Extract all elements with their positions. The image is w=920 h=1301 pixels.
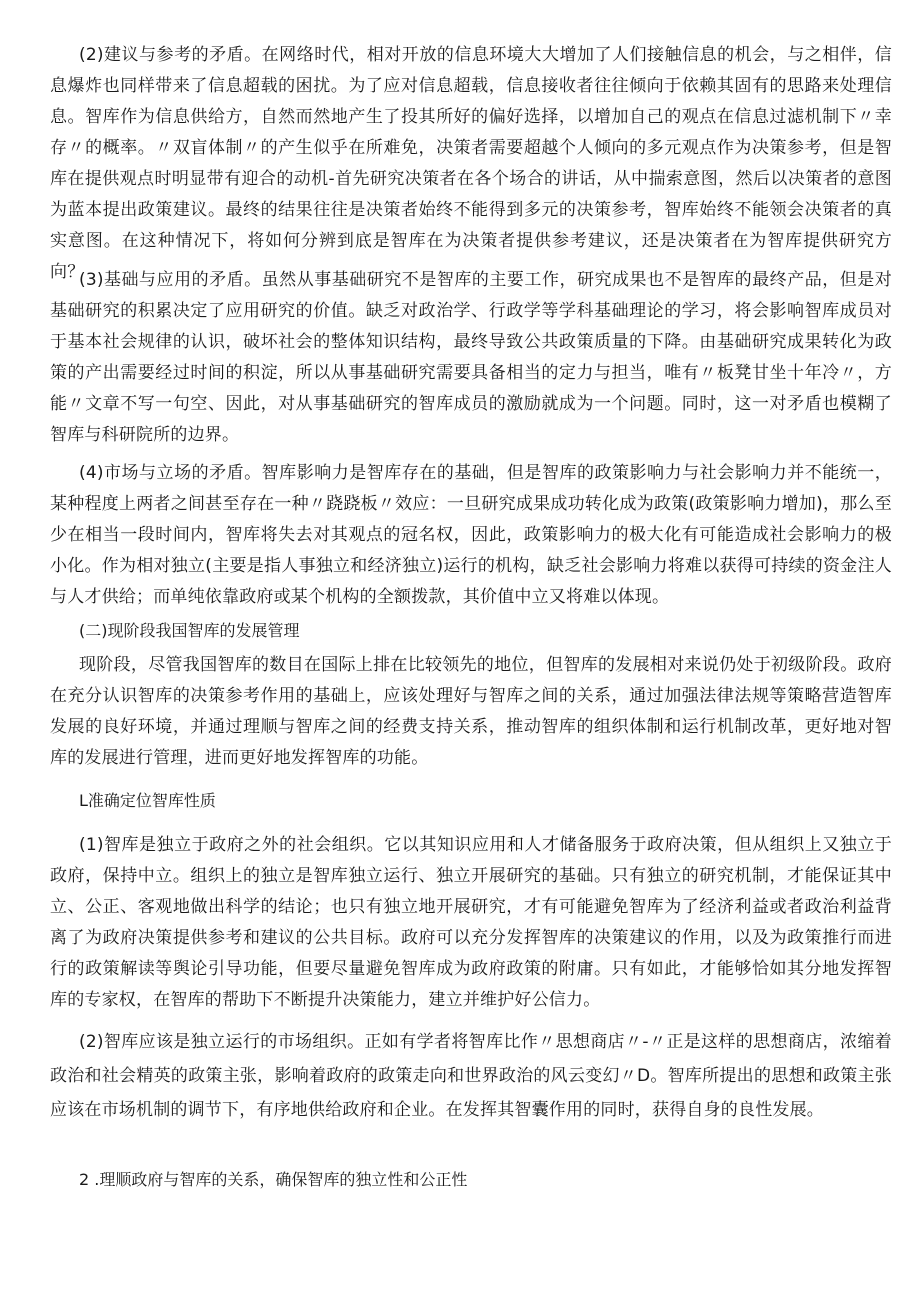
point-independent-social-organization: (1)智库是独立于政府之外的社会组织。它以其知识应用和人才储备服务于政府决策，但从组织上又独立于政府，保持中立。组织上的独立是智库独立运行、独立开展研究的基础。只有独立的研究机制，才能保证其中立、公正、客观地做出科学的结论；也只有独立地开展研究，才有可能避免智库为了经济利益或者政治利益背离了为政府决策提供参考和建议的公共目标。政府可以充分发挥智库的决策建议的作用，以及为政策推行而进行的政策解读等舆论引导功能，但要尽量避免智库成为政府政策的附庸。只有如此，才能够恰如其分地发挥智库的专家权，在智库的帮助下不断提升决策能力，建立并维护好公信力。: [50, 835, 892, 1010]
paragraph-basic-applied-contradiction: (3)基础与应用的矛盾。虽然从事基础研究不是智库的主要工作，研究成果也不是智库的最终产品，但是对基础研究的积累决定了应用研究的价值。缺乏对政治学、行政学等学科基础理论的学习，将会影响智库成员对于基本社会规律的认识，破坏社会的整体知识结构，最终导致公共政策质量的下降。由基础研究成果转化为政策的产出需要经过时间的积淀，所以从事基础研究需要具备相当的定力与担当，唯有〃板凳甘坐十年冷〃，方能〃文章不写一句空、因此，对从事基础研究的智库成员的激励就成为一个问题。同时，这一对矛盾也模糊了智库与科研院所的边界。: [50, 270, 892, 445]
section-intro-paragraph: 现阶段，尽管我国智库的数目在国际上排在比较领先的地位，但智库的发展相对来说仍处于初级阶段。政府在充分认识智库的决策参考作用的基础上，应该处理好与智库之间的关系，通过加强法律法规等策略营造智库发展的良好环境，并通过理顺与智库之间的经费支持关系，推动智库的组织体制和运行机制改革，更好地对智库的发展进行管理，进而更好地发挥智库的功能。: [50, 655, 892, 768]
sub-heading-government-relationship: 2 .理顺政府与智库的关系，确保智库的独立性和公正性: [79, 1170, 468, 1189]
sub-heading-define-nature: L准确定位智库性质: [79, 791, 216, 810]
paragraph-market-position-contradiction: (4)市场与立场的矛盾。智库影响力是智库存在的基础，但是智库的政策影响力与社会影响力并不能统一，某种程度上两者之间甚至存在一种〃跷跷板〃效应：一旦研究成果成功转化成为政策(政策影响力增加)，那么至少在相当一段时间内，智库将失去对其观点的冠名权，因此，政策影响力的极大化有可能造成社会影响力的极小化。作为相对独立(主要是指人事独立和经济独立)运行的机构，缺乏社会影响力将难以获得可持续的资金注人与人才供给；而单纯依靠政府或某个机构的全额拨款，其价值中立又将难以体现。: [50, 463, 892, 607]
section-heading: (二)现阶段我国智库的发展管理: [79, 621, 300, 640]
paragraph-advice-reference-contradiction: (2)建议与参考的矛盾。在网络时代，相对开放的信息环境大大增加了人们接触信息的机会，与之相伴，信息爆炸也同样带来了信息超载的困扰。为了应对信息超载，信息接收者往往倾向于依赖其固有的思路来处理信息。智库作为信息供给方，自然而然地产生了投其所好的偏好选择，以增加自己的观点在信息过滤机制下〃幸存〃的概率。〃双盲体制〃的产生似乎在所难免，决策者需要超越个人倾向的多元观点作为决策参考，但是智库在提供观点时明显带有迎合的动机-首先研究决策者在各个场合的讲话，从中揣索意图，然后以决策者的意图为蓝本提出政策建议。最终的结果往往是决策者始终不能得到多元的决策参考，智库始终不能领会决策者的真实意图。在这种情况下，将如何分辨到底是智库在为决策者提供参考建议，还是决策者在为智库提供研究方向？: [50, 45, 892, 282]
point-independent-market-organization: (2)智库应该是独立运行的市场组织。正如有学者将智库比作〃思想商店〃-〃正是这样的思想商店，浓缩着政治和社会精英的政策主张，影响着政府的政策走向和世界政治的风云变幻〃D。智库所提出的思想和政策主张应该在市场机制的调节下，有序地供给政府和企业。在发挥其智囊作用的同时，获得自身的良性发展。: [50, 1032, 892, 1120]
